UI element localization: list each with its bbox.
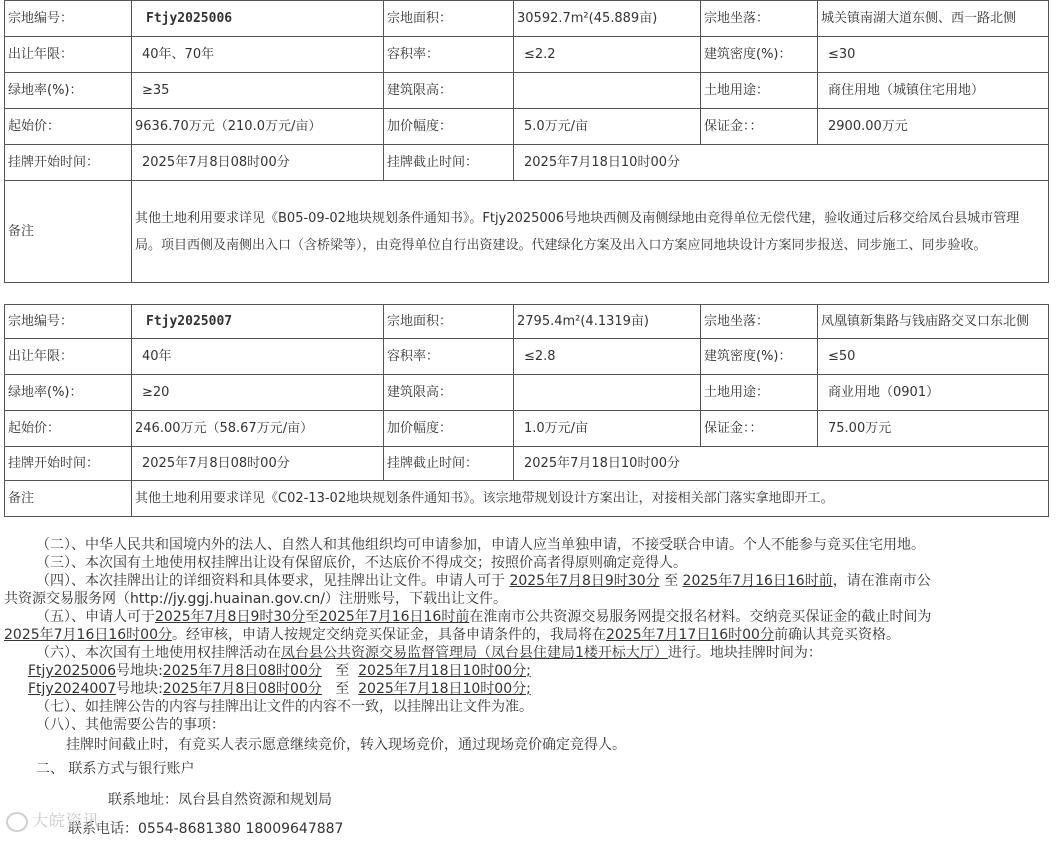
- parcel-area: 30592.7m²(45.889亩): [514, 1, 701, 37]
- label-start: 挂牌开始时间：: [5, 447, 132, 481]
- parcel-height: [514, 375, 701, 411]
- label-green: 绿地率(%)：: [5, 375, 132, 411]
- parcel-note: 其他土地利用要求详见《C02-13-02地块规划条件通知书》。该宗地带规划设计方案出让，对接相关部门落实拿地即开工。: [132, 481, 1049, 517]
- parcel-density: ≤30: [818, 37, 1049, 73]
- label-price: 起始价：: [5, 109, 132, 145]
- deposit-deadline: 2025年7月16日16时00分: [4, 627, 172, 643]
- parcel-term: 40年: [132, 339, 384, 375]
- label-location: 宗地坐落：: [701, 305, 818, 339]
- para-5-cont: [4, 626, 1052, 644]
- para-4-date-to: 2025年7月16日16时前: [682, 573, 833, 589]
- para-4-cont: 共资源交易服务网（http://jy.ggj.huainan.gov.cn/）注册账号，下载出让文件。: [4, 591, 508, 607]
- label-start: 挂牌开始时间：: [5, 145, 132, 181]
- para-2: （二）、中华人民共和国境内外的法人、自然人和其他组织均可申请参加，申请人应当单独申请，不接受联合申请。个人不能参与竞买住宅用地。: [36, 537, 925, 553]
- label-height: 建筑限高：: [384, 375, 514, 411]
- para-4-date-from: 2025年7月8日9时30分: [509, 573, 660, 589]
- listing-end: 2025年7月18日10时00分: [514, 447, 1049, 481]
- parcel-code: Ftjy2025006: [132, 1, 384, 37]
- para-6-tail: 进行。地块挂牌时间为：: [667, 645, 822, 661]
- parcel-use: 商业用地（0901）: [818, 375, 1049, 411]
- para-4-tail: ，请在淮南市公: [832, 573, 931, 589]
- para-8: （八）、其他需要公告的事项：: [36, 717, 225, 733]
- listing-line-2-to: 至: [335, 681, 350, 697]
- parcel-deposit: 75.00万元: [818, 411, 1049, 447]
- label-note: 备注: [5, 481, 132, 517]
- parcel-density: ≤50: [818, 339, 1049, 375]
- listing-line-2-suffix: 号地块:: [116, 681, 163, 697]
- label-area: 宗地面积：: [384, 305, 514, 339]
- parcel-price: 246.00万元（58.67万元/亩）: [132, 411, 384, 447]
- parcel-location: 凤凰镇新集路与钱庙路交叉口东北侧: [818, 305, 1049, 339]
- label-end: 挂牌截止时间：: [384, 145, 514, 181]
- label-parcel-code: 宗地编号：: [5, 305, 132, 339]
- parcel-price: 9636.70万元（210.0万元/亩）: [132, 109, 384, 145]
- listing-line-1-from: 2025年7月8日08时00分: [162, 663, 322, 679]
- para-5-date-from: 2025年7月8日9时30分: [155, 609, 306, 625]
- label-use: 土地用途：: [701, 375, 818, 411]
- para-6: [36, 644, 1056, 662]
- para-5-text: （五）、申请人可于: [36, 609, 155, 625]
- listing-start: 2025年7月8日08时00分: [132, 447, 384, 481]
- qualification-date: 2025年7月17日16时00分: [605, 627, 774, 643]
- contact-phone: 联系电话：0554-8681380 18009647887: [68, 821, 344, 837]
- label-parcel-code: 宗地编号：: [5, 1, 132, 37]
- parcel-table-2: [4, 304, 1049, 517]
- parcel-table-1: [4, 0, 1049, 283]
- parcel-height: [514, 73, 701, 109]
- para-8-body: 挂牌时间截止时，有竞买人表示愿意继续竞价，转入现场竞价，通过现场竞价确定竞得人。: [66, 737, 626, 753]
- watermark: [6, 808, 100, 832]
- parcel-term: 40年、70年: [132, 37, 384, 73]
- label-note: 备注: [5, 181, 132, 283]
- watermark-logo-icon: [6, 812, 28, 832]
- contact-address: 联系地址：凤台县自然资源和规划局: [108, 792, 332, 808]
- para-4: [36, 572, 1056, 590]
- listing-line-1-suffix: 号地块:: [116, 663, 163, 679]
- listing-line-1-to: 至: [335, 663, 350, 679]
- label-price: 起始价：: [5, 411, 132, 447]
- label-height: 建筑限高：: [384, 73, 514, 109]
- parcel-far: ≤2.8: [514, 339, 701, 375]
- parcel-use: 商住用地（城镇住宅用地）: [818, 73, 1049, 109]
- label-use: 土地用途：: [701, 73, 818, 109]
- para-5-date-to: 2025年7月16日16时前: [319, 609, 470, 625]
- parcel-green: ≥35: [132, 73, 384, 109]
- listing-end: 2025年7月18日10时00分: [514, 145, 1049, 181]
- label-density: 建筑密度(%)：: [701, 339, 818, 375]
- para-5-end: 前确认其竞买资格。: [773, 627, 900, 643]
- para-6-venue: 凤台县公共资源交易监督管理局（凤台县住建局1楼开标大厅）: [281, 645, 668, 661]
- listing-line-2-code: Ftjy2024007: [28, 681, 117, 697]
- label-term: 出让年限：: [5, 37, 132, 73]
- parcel-increment: 5.0万元/亩: [514, 109, 701, 145]
- para-5-tail: 在淮南市公共资源交易服务网提交报名材料。交纳竞买保证金的截止时间为: [469, 609, 932, 625]
- label-location: 宗地坐落：: [701, 1, 818, 37]
- listing-line-2: [28, 680, 1056, 698]
- parcel-deposit: 2900.00万元: [818, 109, 1049, 145]
- para-4-to: 至: [664, 573, 679, 589]
- label-area: 宗地面积：: [384, 1, 514, 37]
- parcel-code: Ftjy2025007: [132, 305, 384, 339]
- para-5-mid: 。经审核，申请人按规定交纳竞买保证金，具备申请条件的，我局将在: [171, 627, 606, 643]
- listing-line-1-until: 2025年7月18日10时00分;: [358, 663, 531, 679]
- label-end: 挂牌截止时间：: [384, 447, 514, 481]
- label-density: 建筑密度(%)：: [701, 37, 818, 73]
- label-far: 容积率：: [384, 339, 514, 375]
- parcel-green: ≥20: [132, 375, 384, 411]
- section-2-heading: 二、 联系方式与银行账户: [36, 761, 195, 777]
- para-5: [36, 608, 1056, 626]
- parcel-increment: 1.0万元/亩: [514, 411, 701, 447]
- para-4-text: （四）、本次挂牌出让的详细资料和具体要求，见挂牌出让文件。申请人可于: [36, 573, 505, 589]
- para-3: （三）、本次国有土地使用权挂牌出让设有保留底价，不达底价不得成交；按照价高者得原则确定竞得人。: [36, 555, 687, 571]
- para-5-to: 至: [305, 609, 320, 625]
- parcel-location: 城关镇南湖大道东侧、西一路北侧: [818, 1, 1049, 37]
- label-far: 容积率：: [384, 37, 514, 73]
- parcel-area: 2795.4m²(4.1319亩): [514, 305, 701, 339]
- listing-line-2-until: 2025年7月18日10时00分;: [358, 681, 531, 697]
- listing-line-2-from: 2025年7月8日08时00分: [162, 681, 322, 697]
- para-7: （七）、如挂牌公告的内容与挂牌出让文件的内容不一致，以挂牌出让文件为准。: [36, 699, 533, 715]
- listing-start: 2025年7月8日08时00分: [132, 145, 384, 181]
- label-increment: 加价幅度：: [384, 411, 514, 447]
- watermark-text: 大皖资讯: [32, 811, 101, 830]
- listing-line-1-code: Ftjy2025006: [28, 663, 117, 679]
- listing-line-1: [28, 662, 1056, 680]
- parcel-far: ≤2.2: [514, 37, 701, 73]
- label-deposit: 保证金：：: [701, 109, 818, 145]
- label-deposit: 保证金：：: [701, 411, 818, 447]
- label-term: 出让年限：: [5, 339, 132, 375]
- parcel-note: 其他土地利用要求详见《B05-09-02地块规划条件通知书》。Ftjy2025006号地块西侧及南侧绿地由竞得单位无偿代建，验收通过后移交给凤台县城市管理局。项目西侧及南侧出入口（含桥梁等），由竞得单位自行出资建设。代建绿化方案及出入口方案应同地块设计方案同步报送、同步施工、同步验收。: [132, 181, 1049, 283]
- label-green: 绿地率(%)：: [5, 73, 132, 109]
- para-6-text: （六）、本次国有土地使用权挂牌活动在: [36, 645, 281, 661]
- label-increment: 加价幅度：: [384, 109, 514, 145]
